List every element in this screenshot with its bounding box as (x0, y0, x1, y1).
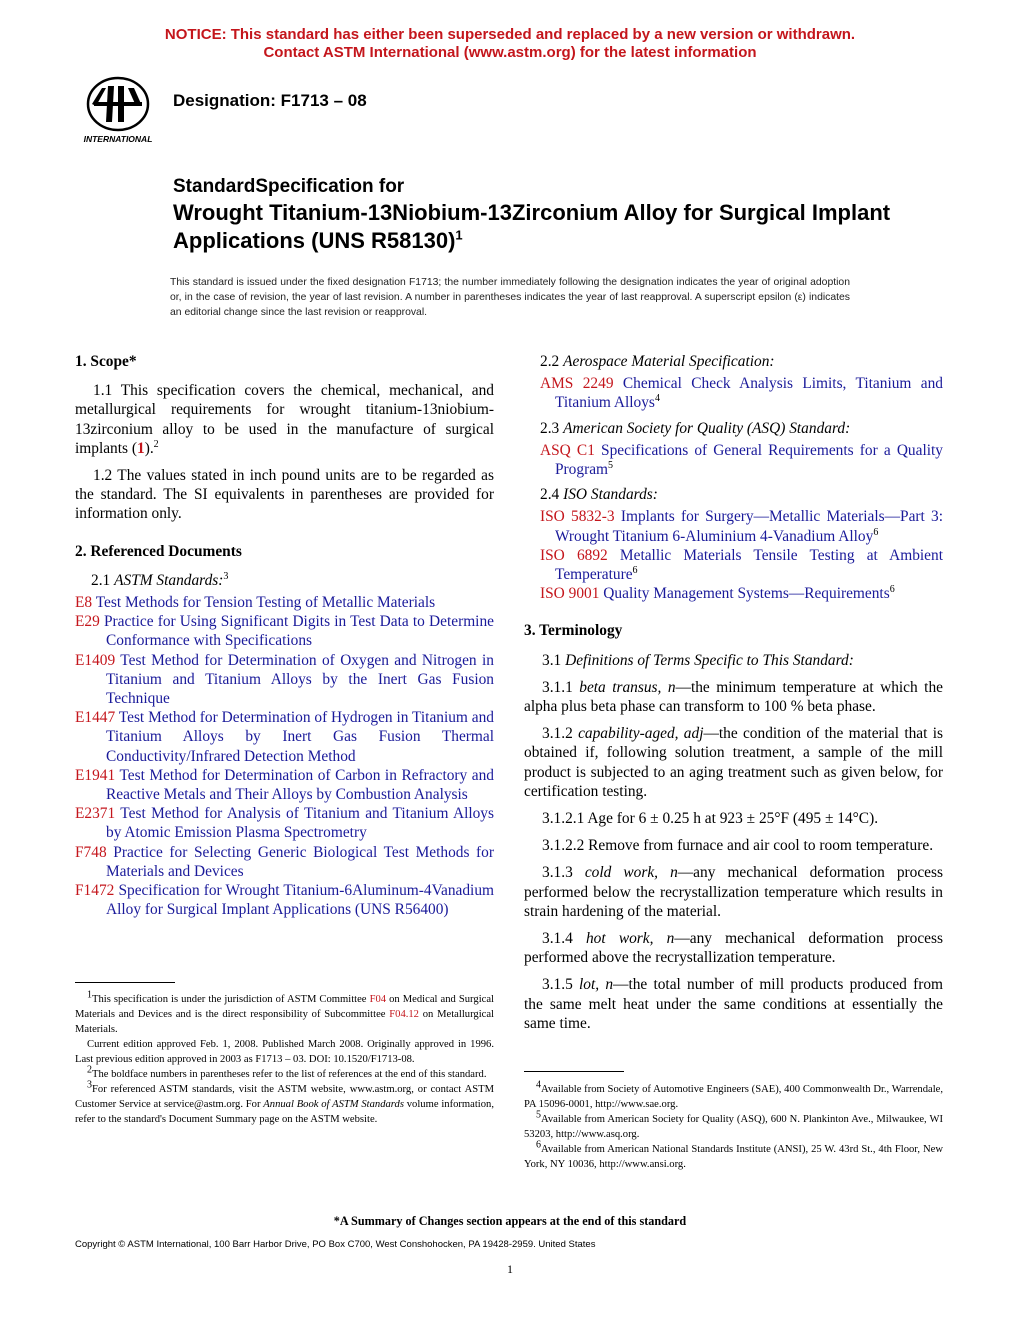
term-3-1-5: 3.1.5 lot, n—the total number of mill products produced from the same melt heat under the same conditions at essentially the same time. (524, 976, 943, 1032)
left-column (75, 352, 494, 919)
reference-title[interactable]: Metallic Materials Tensile Testing at Ambient Temperature (555, 546, 943, 584)
astm-standards-label: 2.1 ASTM Standards:$^3$ (91, 570, 229, 589)
footnote-1-edition: Current edition approved Feb. 1, 2008. Published March 2008. Originally approved in 1996. Last previous edition approved in 2003 as F1713 – 03. DOI: 10.1520/F1713-08. (75, 1039, 494, 1065)
title-main (173, 199, 893, 255)
reference-item (75, 651, 494, 709)
committee-link[interactable]: F04 (369, 994, 387, 1005)
footnote-rule-right (524, 1071, 624, 1072)
reference-item: ASQ C1 Specifications of General Requirements for a Quality Program$^5$ (540, 441, 943, 479)
terminology-heading: 3. Terminology (524, 622, 623, 640)
reference-code[interactable]: F748 (75, 843, 107, 861)
reference-item (75, 881, 494, 919)
reference-item: ISO 9001 Quality Management Systems—Requirements$^6$ (540, 584, 895, 603)
summary-of-changes-note: *A Summary of Changes section appears at the end of this standard (333, 1214, 687, 1228)
reference-title[interactable]: Practice for Selecting Generic Biological Test Methods for Materials and Devices (106, 843, 494, 880)
notice-line-1: NOTICE: This standard has either been superseded and replaced by a new version or withdrawn. (164, 26, 856, 43)
reference-code[interactable]: E1941 (75, 766, 116, 784)
reference-code[interactable]: AMS 2249 (540, 375, 614, 393)
title-footnote-mark: 1 (455, 227, 463, 243)
title-line1: StandardSpecification for (173, 176, 405, 197)
title-block (173, 175, 893, 255)
reference-item (75, 843, 494, 881)
logo-wordmark: INTERNATIONAL (83, 134, 153, 144)
reference-code[interactable]: ISO 6892 (540, 546, 608, 564)
reference-item (75, 766, 494, 804)
footnote-5: $^5$Available from American Society for Quality (ASQ), 600 N. Plankinton Ave., Milwaukee, WI 53203, http://www.asq.org. (524, 1109, 943, 1140)
reference-code[interactable]: E8 (75, 594, 93, 612)
issued-note: This standard is issued under the fixed designation F1713; the number immediately following the designation indicates the year of original adoption or, in the case of revision, the year of last revision. A number in parentheses indicates the year of last reapproval. A superscript epsilon (ε) indicates an editorial change since the last revision or reapproval. (170, 277, 850, 318)
reference-title[interactable]: Test Method for Determination of Carbon in Refractory and Reactive Metals and Their Alloys by Combustion Analysis (106, 766, 494, 804)
aerospace-label: 2.2 Aerospace Material Specification: (540, 353, 775, 370)
reference-code[interactable]: E1447 (75, 709, 116, 727)
footnote-1: $^1$This specification is under the jurisdiction of ASTM Committee F04 on Medical and Surgical Materials and Devices and is the direct responsibility of Subcommittee F04.12 on Metallurgical Materials. (75, 989, 494, 1035)
reference-code[interactable]: E1409 (75, 651, 116, 669)
reference-item: ISO 6892 Metallic Materials Tensile Testing at Ambient Temperature$^6$ (540, 546, 943, 584)
term-3-1-2: 3.1.2 capability-aged, adj—the condition of the material that is obtained if, following solution treatment, a sample of the mill product is subjected to an aging treatment such as given below, for certification testing. (524, 725, 943, 800)
reference-code[interactable]: ASQ C1 (540, 441, 595, 459)
iso-label: 2.4 ISO Standards: (540, 486, 658, 504)
scope-1-2: 1.2 The values stated in inch pound units are to be regarded as the standard. The SI equivalents in parentheses are provided for information only. (75, 467, 494, 523)
astm-logo (72, 76, 164, 146)
footnote-2: $^2$The boldface numbers in parentheses refer to the list of references at the end of this standard. (87, 1064, 487, 1080)
term-3-1-1: 3.1.1 beta transus, n—the minimum temperature at which the alpha plus beta phase can transform to 100 % beta phase. (524, 678, 943, 716)
term-3-1-4: 3.1.4 hot work, n—any mechanical deformation process performed above the recrystallization temperature. (524, 930, 943, 967)
reference-item (75, 804, 494, 842)
subcommittee-link[interactable]: F04.12 (389, 1009, 419, 1020)
astm-reference-list (75, 593, 494, 919)
footnote-6: $^6$Available from American National Standards Institute (ANSI), 25 W. 43rd St., 4th Floor, New York, NY 10036, http://www.ansi.org. (524, 1139, 943, 1170)
reference-1-link[interactable]: 1 (136, 439, 145, 457)
referenced-heading: 2. Referenced Documents (75, 542, 242, 560)
reference-item: AMS 2249 Chemical Check Analysis Limits, Titanium and Titanium Alloys$^4$ (540, 375, 943, 412)
designation: Designation: F1713 – 08 (173, 91, 367, 110)
footnote-3: $^3$For referenced ASTM standards, visit the ASTM website, www.astm.org, or contact ASTM Customer Service at service@astm.org. For Annual Book of ASTM Standards volume information, refer to the standard's Document Summary page on the ASTM website. (75, 1079, 494, 1125)
reference-code[interactable]: ISO 5832-3 (540, 508, 615, 526)
reference-title[interactable]: Practice for Using Significant Digits in Test Data to Determine Conformance with Specifications (103, 613, 494, 650)
reference-item: ISO 5832-3 Implants for Surgery—Metallic Materials—Part 3: Wrought Titanium 6-Aluminium 4-Vanadium Alloy$^6$ (540, 508, 943, 545)
reference-title[interactable]: Test Method for Determination of Hydrogen in Titanium and Titanium Alloys by Inert Gas Fusion Thermal Conductivity/Infrared Detection Method (106, 709, 494, 765)
scope-heading: 1. Scope* (75, 353, 137, 370)
term-3-1-3: 3.1.3 cold work, n—any mechanical deformation process performed below the recrystallization temperature which results in strain hardening of the material. (524, 864, 943, 920)
title-text: Wrought Titanium-13Niobium-13Zirconium Alloy for Surgical Implant Applications (UNS R58130) (173, 200, 891, 253)
asq-label: 2.3 American Society for Quality (ASQ) Standard: (540, 419, 851, 437)
reference-title[interactable]: Quality Management Systems—Requirements (603, 585, 890, 603)
reference-title[interactable]: Test Method for Analysis of Titanium and Titanium Alloys by Atomic Emission Plasma Spectrometry (106, 805, 494, 842)
reference-title[interactable]: Implants for Surgery—Metallic Materials—Part 3: Wrought Titanium 6-Aluminium 4-Vanadium Alloy (555, 508, 943, 545)
footnote-4: $^4$Available from Society of Automotive Engineers (SAE), 400 Commonwealth Dr., Warrendale, PA 15096-0001, http://www.sae.org. (524, 1079, 943, 1110)
reference-title[interactable]: Test Methods for Tension Testing of Metallic Materials (95, 594, 436, 612)
term-3-1-2-2: 3.1.2.2 Remove from furnace and air cool to room temperature. (542, 837, 934, 855)
term-3-1-2-1: 3.1.2.1 Age for 6 ± 0.25 h at 923 ± 25°F (495 ± 14°C). (542, 810, 879, 828)
footnote-rule-left (75, 982, 175, 983)
right-column (524, 352, 943, 1041)
scope-1-1: 1.1 This specification covers the chemical, mechanical, and metallurgical requirements for wrought titanium-13niobium-13zirconium alloy to be used in the manufacture of surgical implants (1).$^2$ (75, 382, 494, 457)
page-number: 1 (507, 1262, 513, 1276)
reference-code[interactable]: E2371 (75, 805, 116, 823)
reference-item (75, 612, 494, 650)
reference-item (75, 593, 494, 612)
reference-title[interactable]: Test Method for Determination of Oxygen and Nitrogen in Titanium and Titanium Alloys by the Inert Gas Fusion Technique (106, 651, 494, 708)
footnotes-right (524, 1079, 943, 1172)
reference-title[interactable]: Chemical Check Analysis Limits, Titanium and Titanium Alloys (555, 375, 943, 412)
reference-code[interactable]: E29 (75, 613, 100, 631)
reference-title[interactable]: Specification for Wrought Titanium-6Aluminum-4Vanadium Alloy for Surgical Implant Applications (UNS R56400) (106, 882, 494, 919)
withdrawal-notice (0, 26, 1020, 62)
copyright: Copyright © ASTM International, 100 Barr Harbor Drive, PO Box C700, West Conshohocken, PA 19428-2959. United States (75, 1239, 596, 1250)
reference-item (75, 708, 494, 766)
footnotes-left (75, 989, 494, 1127)
notice-line-2: Contact ASTM International (www.astm.org) for the latest information (263, 44, 757, 61)
reference-code[interactable]: F1472 (75, 882, 115, 900)
term-3-1: 3.1 Definitions of Terms Specific to This Standard: (542, 651, 854, 669)
reference-title[interactable]: Specifications of General Requirements for a Quality Program (555, 441, 943, 479)
reference-code[interactable]: ISO 9001 (540, 585, 600, 603)
